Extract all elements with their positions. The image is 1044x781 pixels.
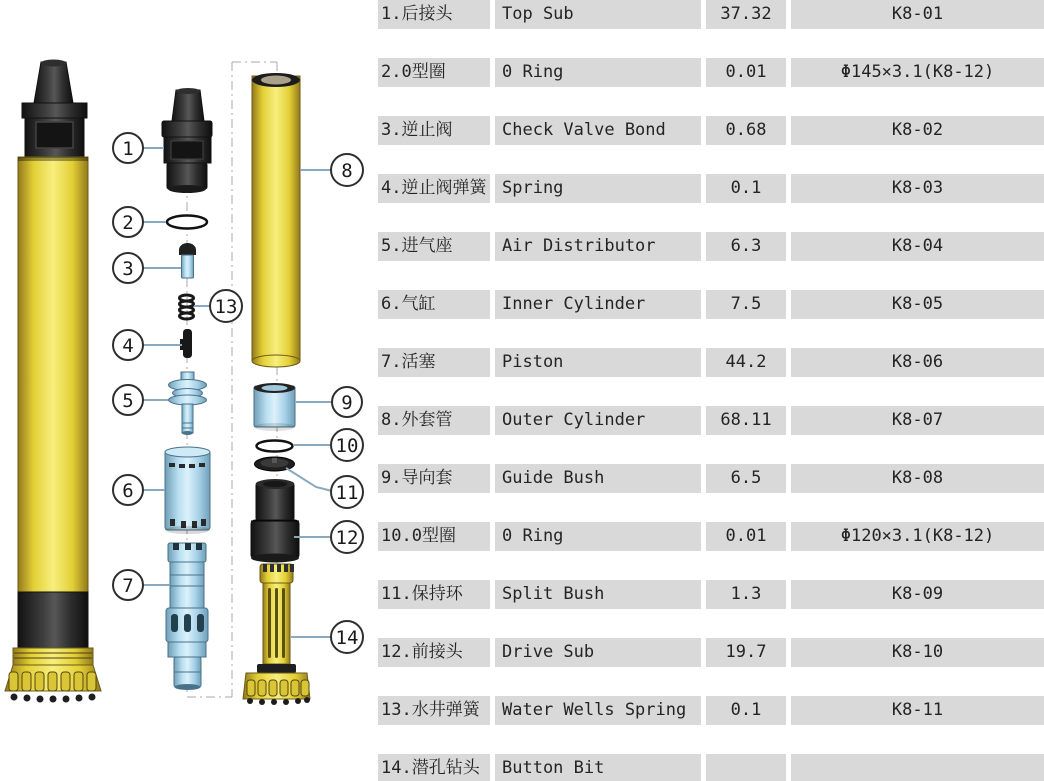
part-weight: 6.3 [706,232,786,261]
part-code [791,754,1044,781]
part-inner-cylinder [165,447,210,534]
exploded-diagram [0,0,378,781]
part-name-cn: 8.外套管 [378,406,490,435]
table-row [378,232,1044,261]
part-guide-bush [254,383,295,431]
callout-8 [331,154,363,186]
callout-2 [113,207,143,237]
part-weight: 0.68 [706,116,786,145]
table-row [378,696,1044,725]
part-weight [706,754,786,781]
part-weight: 1.3 [706,580,786,609]
callout-9 [332,387,362,417]
part-weight: 6.5 [706,464,786,493]
svg-text:14: 14 [335,627,359,649]
svg-text:3: 3 [122,258,134,280]
svg-text:12: 12 [335,527,359,549]
part-code: K8-04 [791,232,1044,261]
part-weight: 44.2 [706,348,786,377]
part-weight: 0.1 [706,696,786,725]
assembled-hammer [5,60,101,703]
part-outer-cylinder [252,73,300,367]
table-row [378,754,1044,781]
part-code: K8-11 [791,696,1044,725]
svg-text:4: 4 [122,335,134,357]
svg-text:7: 7 [122,575,134,597]
part-o-ring-bottom [257,441,293,452]
table-row [378,522,1044,551]
part-weight: 37.32 [706,0,786,29]
part-code: K8-05 [791,290,1044,319]
part-code: K8-07 [791,406,1044,435]
table-row [378,638,1044,667]
part-name-en: 0 Ring [495,58,701,87]
part-name-en: Spring [495,174,701,203]
part-name-cn: 12.前接头 [378,638,490,667]
part-name-cn: 6.气缸 [378,290,490,319]
svg-text:1: 1 [122,138,134,160]
svg-text:5: 5 [122,390,134,412]
svg-text:10: 10 [335,435,359,457]
part-code: K8-08 [791,464,1044,493]
part-o-ring-top [167,216,207,229]
part-name-en: Button Bit [495,754,701,781]
svg-text:6: 6 [122,480,134,502]
part-weight: 68.11 [706,406,786,435]
callout-6 [113,475,143,505]
table-row [378,0,1044,29]
callout-1 [113,133,143,163]
part-name-cn: 3.逆止阀 [378,116,490,145]
part-drive-sub [251,479,299,563]
part-weight: 0.1 [706,174,786,203]
part-code: K8-03 [791,174,1044,203]
part-weight: 7.5 [706,290,786,319]
part-code: Φ120×3.1(K8-12) [791,522,1044,551]
part-button-bit [243,564,310,705]
part-name-cn: 2.0型圈 [378,58,490,87]
part-name-cn: 9.导向套 [378,464,490,493]
part-name-cn: 10.0型圈 [378,522,490,551]
svg-text:9: 9 [341,392,353,414]
callout-10 [331,429,363,461]
parts-table [378,0,1044,781]
table-row [378,580,1044,609]
part-name-en: Top Sub [495,0,701,29]
part-code: K8-09 [791,580,1044,609]
part-name-en: Piston [495,348,701,377]
part-name-en: Guide Bush [495,464,701,493]
part-top-sub [162,88,212,193]
callout-12 [331,521,363,553]
callout-7 [113,570,143,600]
table-row [378,464,1044,493]
part-check-valve [179,243,196,278]
svg-text:11: 11 [335,482,359,504]
diagram-canvas [0,0,378,781]
part-name-en: 0 Ring [495,522,701,551]
callout-5 [113,385,143,415]
table-row [378,116,1044,145]
part-name-cn: 5.进气座 [378,232,490,261]
part-name-cn: 13.水井弹簧 [378,696,490,725]
part-name-en: Outer Cylinder [495,406,701,435]
part-weight: 0.01 [706,58,786,87]
callout-4 [113,330,143,360]
part-name-en: Inner Cylinder [495,290,701,319]
part-code: K8-01 [791,0,1044,29]
callout-14 [331,621,363,653]
part-name-en: Drive Sub [495,638,701,667]
part-code: Φ145×3.1(K8-12) [791,58,1044,87]
part-weight: 0.01 [706,522,786,551]
part-name-en: Water Wells Spring [495,696,701,725]
callout-bubbles [113,133,363,653]
part-name-cn: 4.逆止阀弹簧 [378,174,490,203]
callout-3 [113,253,143,283]
part-code: K8-10 [791,638,1044,667]
part-name-cn: 11.保持环 [378,580,490,609]
table-row [378,348,1044,377]
table-row [378,58,1044,87]
part-name-en: Split Bush [495,580,701,609]
part-name-cn: 7.活塞 [378,348,490,377]
part-code: K8-02 [791,116,1044,145]
part-piston [166,543,208,690]
part-name-en: Air Distributor [495,232,701,261]
callout-13 [210,290,242,322]
part-code: K8-06 [791,348,1044,377]
svg-text:13: 13 [214,296,238,318]
callout-11 [331,476,363,508]
part-weight: 19.7 [706,638,786,667]
part-name-cn: 14.潜孔钻头 [378,754,490,781]
svg-text:2: 2 [122,212,134,234]
part-air-distributor [169,372,207,435]
table-row [378,406,1044,435]
table-row [378,174,1044,203]
part-check-valve-spring [180,329,192,358]
part-name-en: Check Valve Bond [495,116,701,145]
part-name-cn: 1.后接头 [378,0,490,29]
svg-text:8: 8 [341,160,353,182]
table-row [378,290,1044,319]
